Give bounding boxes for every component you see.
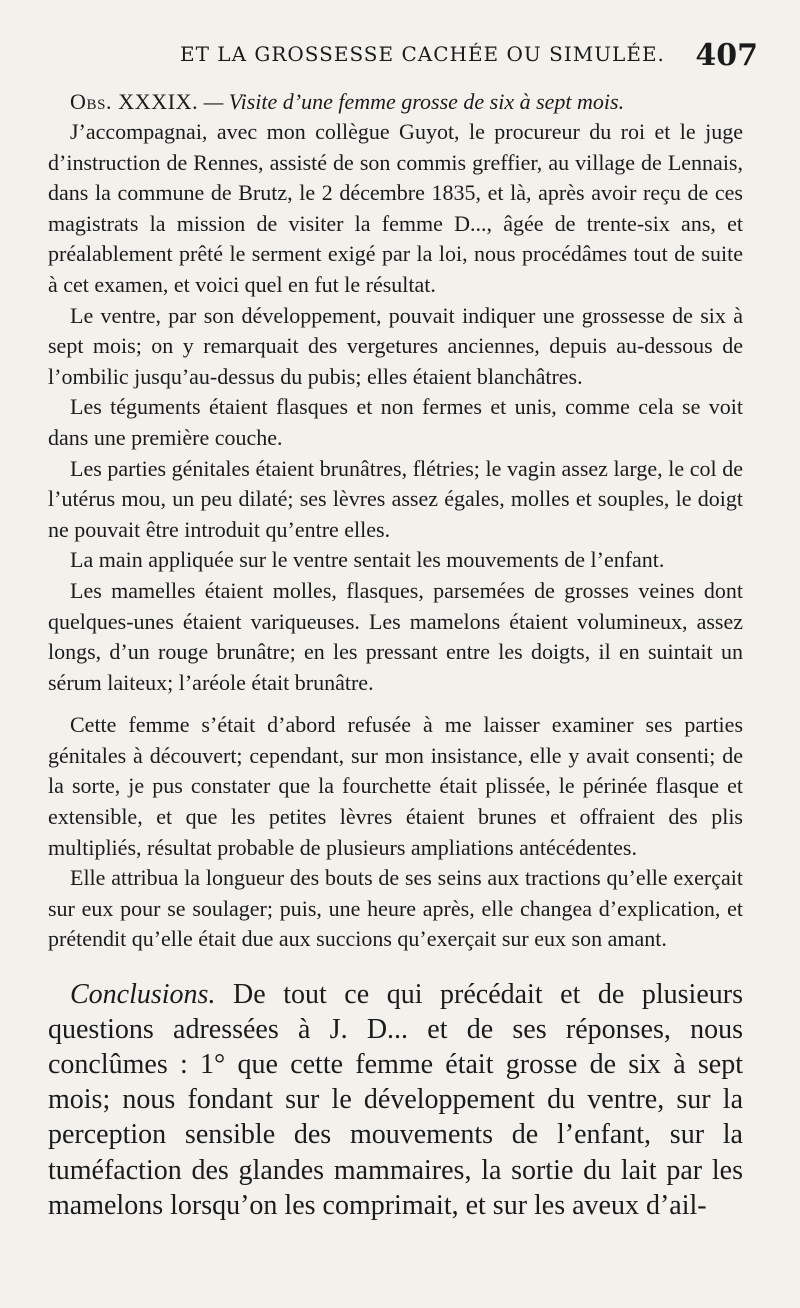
paragraph-4: Les parties génitales étaient brunâtres, flétries; le vagin assez large, le col de l’utérus mou, un peu dilaté; ses lèvres assez égales, molles et souples, le doigt ne pouvait être introduit qu’entre elles. (48, 455, 743, 542)
conclusion-spacer (48, 955, 743, 977)
conclusion-paragraph (48, 977, 743, 1223)
running-title: ET LA GROSSESSE CACHÉE OU SIMULÉE. (180, 42, 665, 66)
page-content (48, 86, 743, 1223)
paragraph-8: Elle attribua la longueur des bouts de ses seins aux tractions qu’elle exerçait sur eux pour se soulager; puis, une heure après, elle changea d’explication, et prétendit qu’elle était due aux succions qu’exerçait sur eux son amant. (48, 865, 743, 952)
paragraph-1: J’accompagnai, avec mon collègue Guyot, le procureur du roi et le juge d’instruction de Rennes, assisté de son commis greffier, au village de Lennais, dans la commune de Brutz, le 2 décembre 1835, et là, après avoir reçu de ces magistrats la mission de visiter la femme D..., âgée de trente-six ans, et préalablement prêté le serment exigé par la loi, nous procédâmes tout de suite à cet examen, et voici quel en fut le résultat. (48, 119, 743, 297)
page-number: 407 (695, 38, 758, 73)
section-spacer (48, 698, 743, 710)
conclusion-label: Conclusions. (70, 979, 216, 1011)
paragraph-3: Les téguments étaient flasques et non fermes et unis, comme cela se voit dans une première couche. (48, 394, 743, 450)
observation-label: Obs. XXXIX. (70, 89, 199, 114)
conclusion-text: De tout ce qui précédait et de plusieurs questions adressées à J. D... et de ses réponses, nous conclûmes : 1° que cette femme était grosse de six à sept mois; nous fondant sur le développement du ventre, sur la perception sensible des mouvements de l’enfant, sur la tuméfaction des glandes mammaires, la sortie du lait par les mamelons lorsqu’on les comprimait, et sur les aveux d’ail- (48, 979, 743, 1221)
page-header (48, 38, 758, 78)
observation-title: — Visite d’une femme grosse de six à sept mois. (198, 89, 625, 114)
paragraph-6: Les mamelles étaient molles, flasques, parsemées de grosses veines dont quelques-unes étaient variqueuses. Les mamelons étaient volumineux, assez longs, d’un rouge brunâtre; en les pressant entre les doigts, il en suintait un sérum laiteux; l’aréole était brunâtre. (48, 577, 743, 695)
observation-heading (48, 86, 743, 117)
paragraph-7: Cette femme s’était d’abord refusée à me laisser examiner ses parties génitales à découvert; cependant, sur mon insistance, elle y avait consenti; de la sorte, je pus constater que la fourchette était plissée, le périnée flasque et extensible, et que les petites lèvres étaient brunes et offraient des plis multipliés, résultat probable de plusieurs ampliations antécédentes. (48, 712, 743, 860)
paragraph-2: Le ventre, par son développement, pouvait indiquer une grossesse de six à sept mois; on y remarquait des vergetures anciennes, depuis au-dessous de l’ombilic jusqu’au-dessus du pubis; elles étaient blanchâtres. (48, 302, 743, 389)
paragraph-5: La main appliquée sur le ventre sentait les mouvements de l’enfant. (70, 547, 665, 573)
